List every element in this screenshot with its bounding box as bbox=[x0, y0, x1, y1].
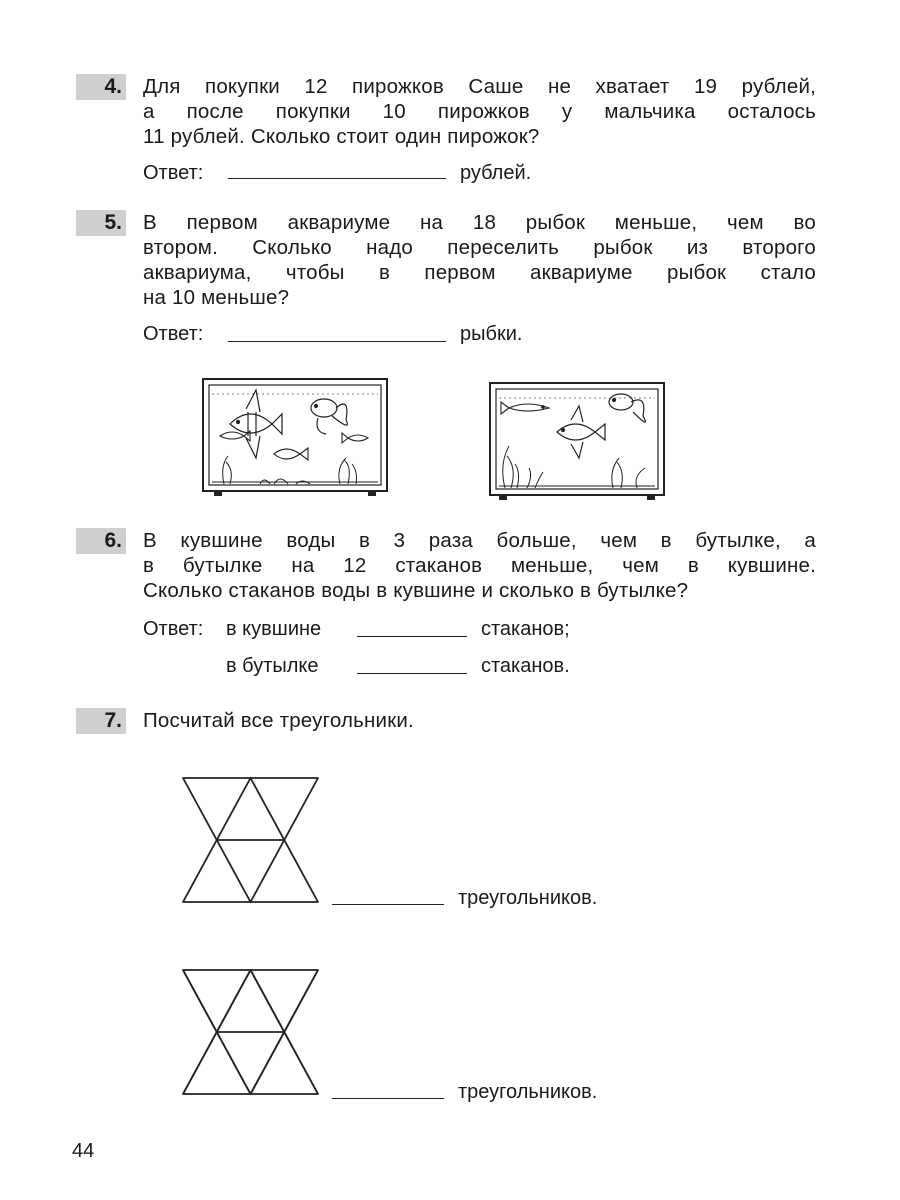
task-text bbox=[143, 74, 816, 149]
task-text-line: Для покупки 12 пирожков Саше не хватает 19 рублей, bbox=[143, 75, 816, 98]
task-text-line: втором. Сколько надо переселить рыбок из второго bbox=[143, 236, 816, 259]
task-text-line: в бутылке на 12 стаканов меньше, чем в кувшине. bbox=[143, 554, 816, 577]
answer-unit: рублей. bbox=[460, 162, 532, 184]
answer-unit: рыбки. bbox=[460, 323, 523, 345]
aquarium-illustration-1 bbox=[200, 376, 390, 500]
task-text-line: Посчитай все треугольники. bbox=[143, 709, 414, 732]
answer-blank[interactable] bbox=[228, 341, 446, 342]
task-text bbox=[143, 708, 816, 733]
answer-jug-unit: стаканов; bbox=[481, 618, 570, 640]
aquarium-illustration-2 bbox=[487, 380, 667, 500]
task-number: 4. bbox=[76, 74, 126, 100]
task-text-line: аквариума, чтобы в первом аквариуме рыбок стало bbox=[143, 261, 816, 284]
answer-unit-figure-1: треугольников. bbox=[458, 887, 598, 909]
task-number: 7. bbox=[76, 708, 126, 734]
task-text-line: а после покупки 10 пирожков у мальчика осталось bbox=[143, 100, 816, 123]
task-number: 5. bbox=[76, 210, 126, 236]
task-text-line: В первом аквариуме на 18 рыбок меньше, чем во bbox=[143, 211, 816, 234]
answer-blank-figure-1[interactable] bbox=[332, 904, 444, 905]
answer-jug-label: в кувшине bbox=[226, 618, 322, 640]
answer-blank-jug[interactable] bbox=[357, 636, 467, 637]
answer-bottle-unit: стаканов. bbox=[481, 655, 570, 677]
answer-unit-figure-2: треугольников. bbox=[458, 1081, 598, 1103]
answer-blank-figure-2[interactable] bbox=[332, 1098, 444, 1099]
answer-blank[interactable] bbox=[228, 178, 446, 179]
task-text bbox=[143, 210, 816, 310]
triangle-figure-2 bbox=[176, 966, 326, 1098]
answer-label: Ответ: bbox=[143, 618, 204, 640]
task-number: 6. bbox=[76, 528, 126, 554]
triangle-figure-1 bbox=[176, 774, 326, 906]
task-text-line: В кувшине воды в 3 раза больше, чем в бутылке, а bbox=[143, 529, 816, 552]
answer-label: Ответ: bbox=[143, 162, 204, 184]
answer-label: Ответ: bbox=[143, 323, 204, 345]
page-number: 44 bbox=[72, 1140, 95, 1162]
task-text bbox=[143, 528, 816, 603]
task-text-line: 11 рублей. Сколько стоит один пирожок? bbox=[143, 125, 540, 148]
task-text-line: Сколько стаканов воды в кувшине и сколько в бутылке? bbox=[143, 579, 689, 602]
answer-bottle-label: в бутылке bbox=[226, 655, 319, 677]
answer-blank-bottle[interactable] bbox=[357, 673, 467, 674]
task-text-line: на 10 меньше? bbox=[143, 286, 290, 309]
